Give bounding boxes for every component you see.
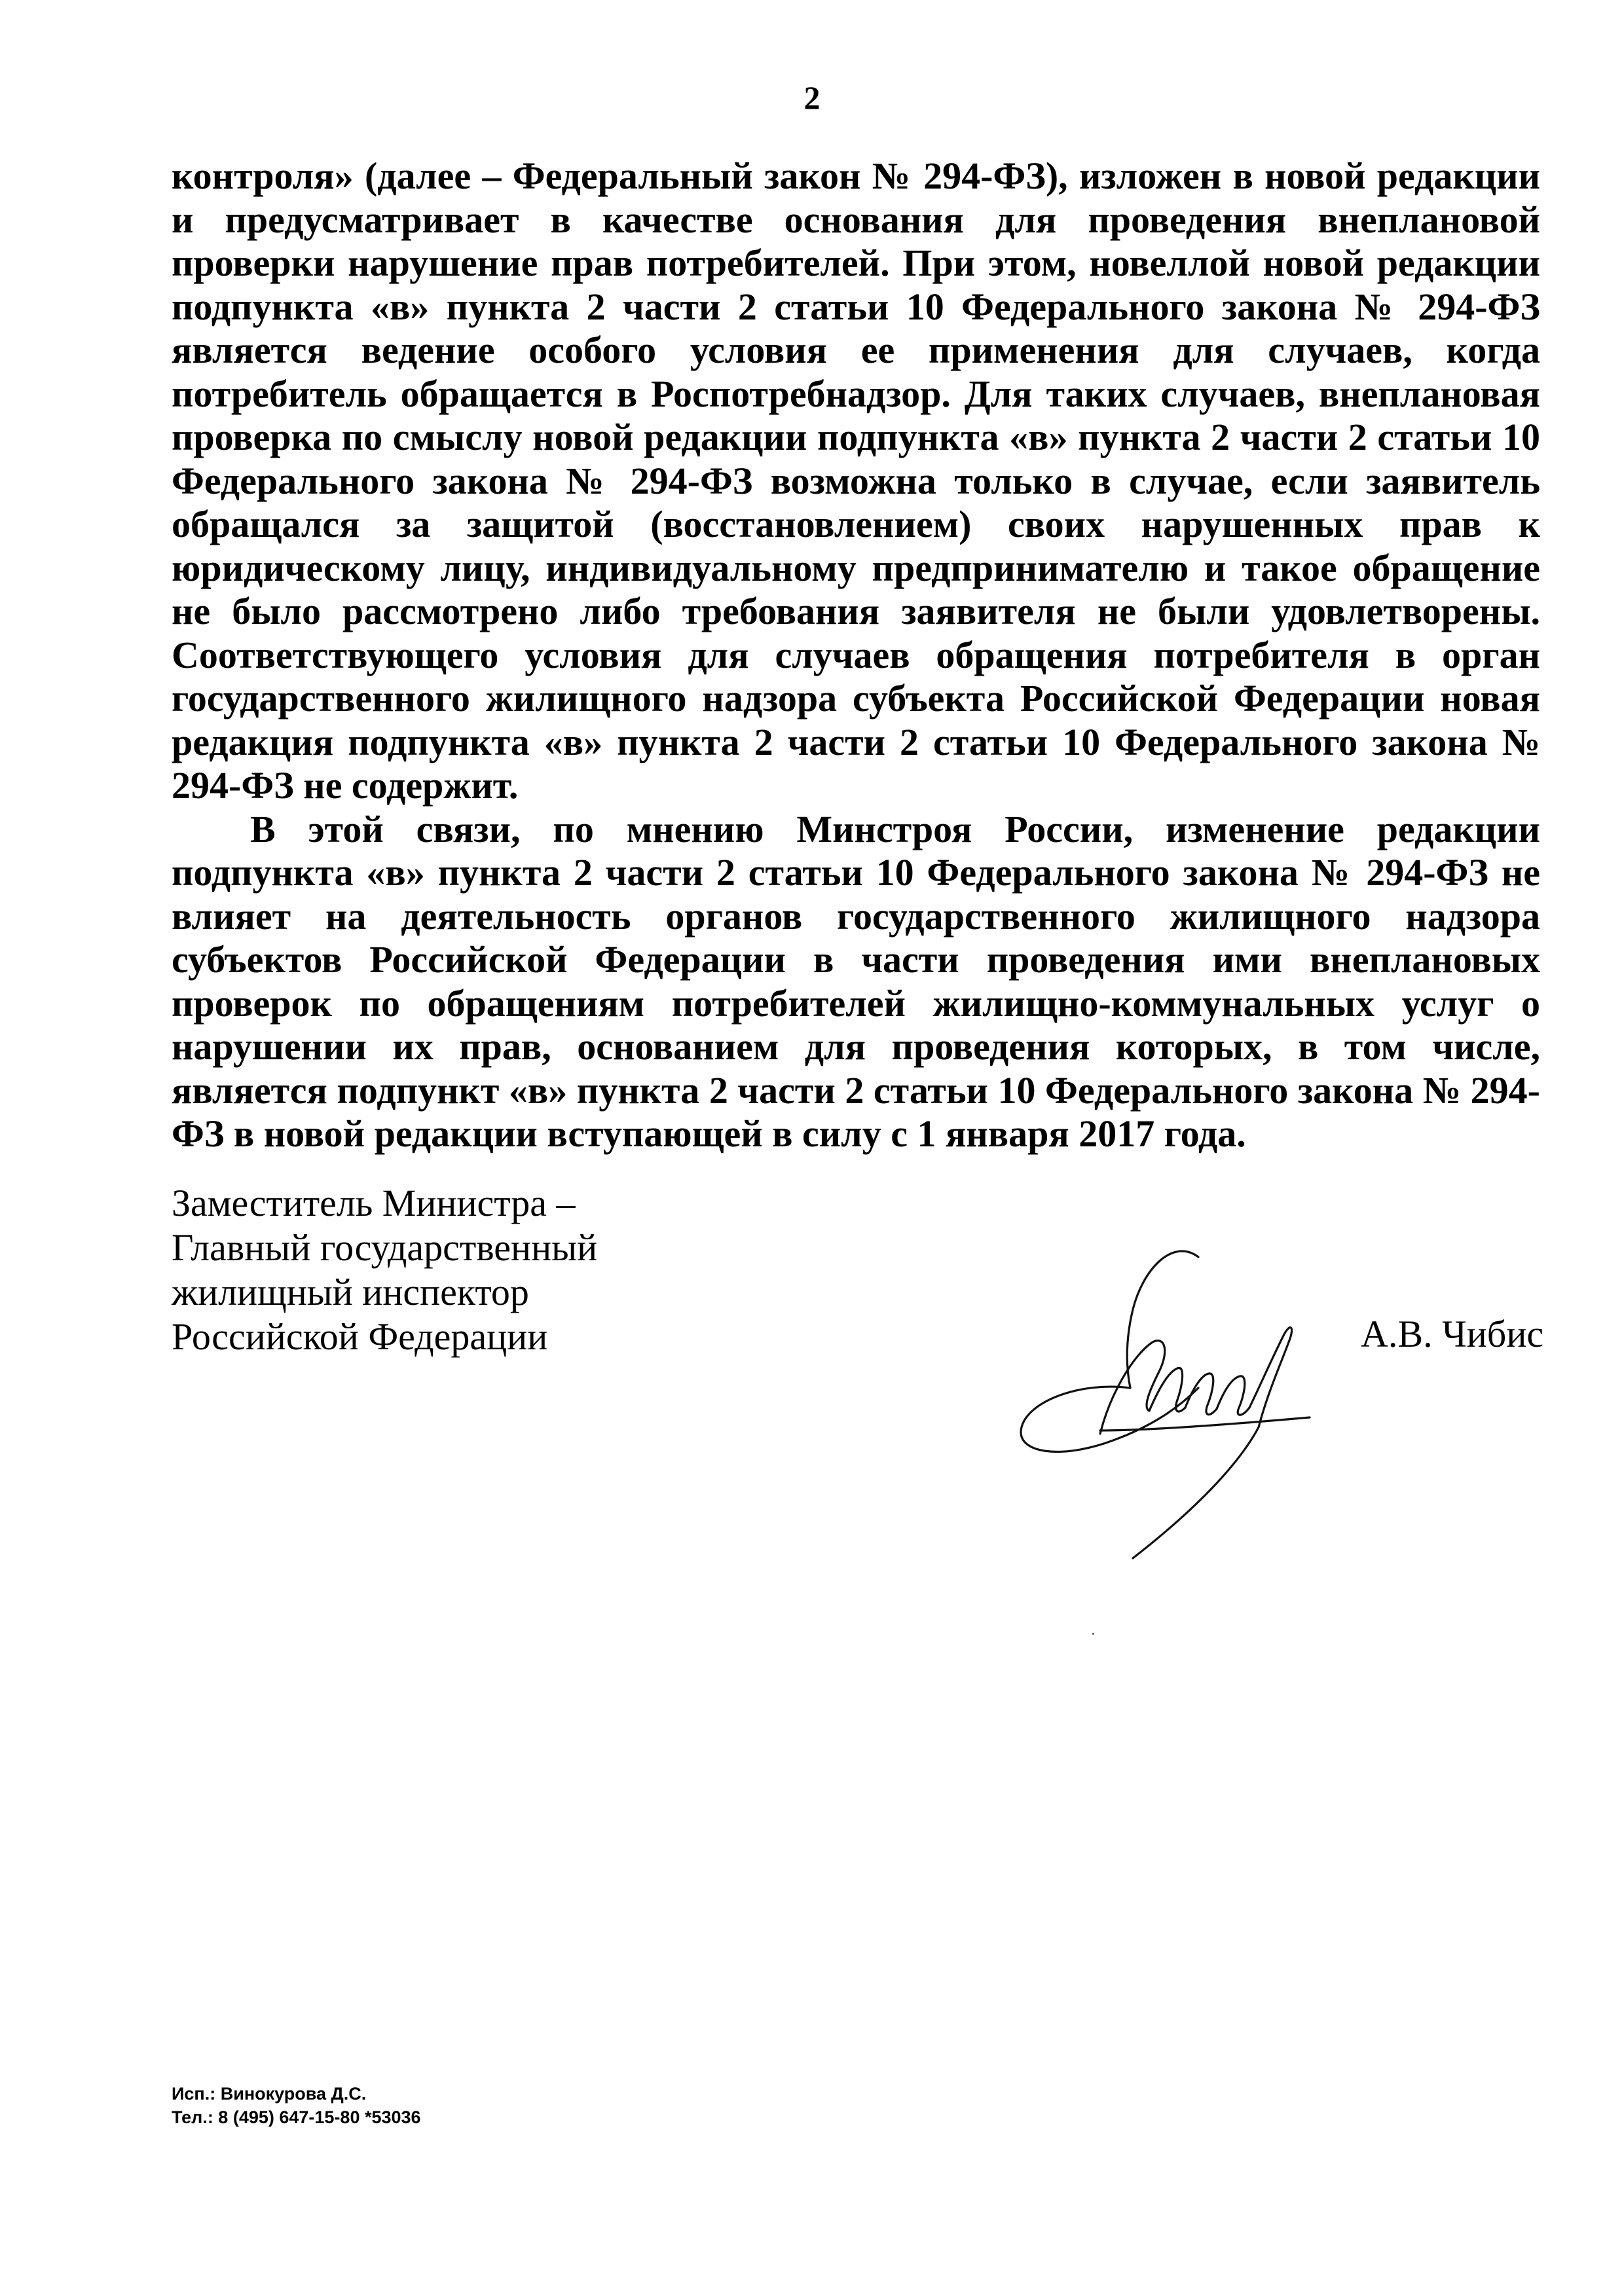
signer-name: А.В. Чибис [1361, 1313, 1544, 1355]
scan-artifact [1092, 1633, 1094, 1635]
signer-position-line: жилищный инспектор [172, 1271, 529, 1313]
signer-position-line: Заместитель Министра – [172, 1182, 576, 1224]
paragraph-continuation: контроля» (далее – Федеральный закон № 294-ФЗ), изложен в новой редакции и предусматривает в качестве основания для проведения внеплановой проверки нарушение прав потребителей. При этом, новеллой новой редакции подпункта «в» пункта 2 части 2 статьи 10 Федерального закона № 294-ФЗ является ведение особого условия ее применения для случаев, когда потребитель обращается в Роспотребнадзор. Для таких случаев, внеплановая проверка по смыслу новой редакции подпункта «в» пункта 2 части 2 статьи 10 Федерального закона № 294-ФЗ возможна только в случае, если заявитель обращался за защитой (восстановлением) своих нарушенных прав к юридическому лицу, индивидуальному предпринимателю и такое обращение не было рассмотрено либо требования заявителя не были удовлетворены. Соответствующего условия для случаев обращения потребителя в орган государственного жилищного надзора субъекта Российской Федерации новая редакция подпункта «в» пункта 2 части 2 статьи 10 Федерального закона № 294-ФЗ не содержит. [172, 155, 1540, 807]
paragraph-conclusion: В этой связи, по мнению Минстроя России, изменение редакции подпункта «в» пункта 2 части 2 статьи 10 Федерального закона № 294-ФЗ не влияет на деятельность органов государственного жилищного надзора субъектов Российской Федерации в части проведения ими внеплановых проверок по обращениям потребителей жилищно-коммунальных услуг о нарушении их прав, основанием для проведения которых, в том числе, является подпункт «в» пункта 2 части 2 статьи 10 Федерального закона № 294-ФЗ в новой редакции вступающей в силу с 1 января 2017 года. [172, 807, 1540, 1155]
signer-position-line: Российской Федерации [172, 1315, 548, 1358]
handwritten-signature [1002, 1231, 1349, 1571]
signer-position-line: Главный государственный [172, 1226, 598, 1269]
letter-body [172, 155, 1540, 1156]
executor-footer [172, 2082, 421, 2129]
executor-name: Исп.: Винокурова Д.С. [172, 2084, 367, 2104]
page-number: 2 [803, 79, 821, 116]
executor-phone: Тел.: 8 (495) 647-15-80 *53036 [172, 2107, 421, 2127]
